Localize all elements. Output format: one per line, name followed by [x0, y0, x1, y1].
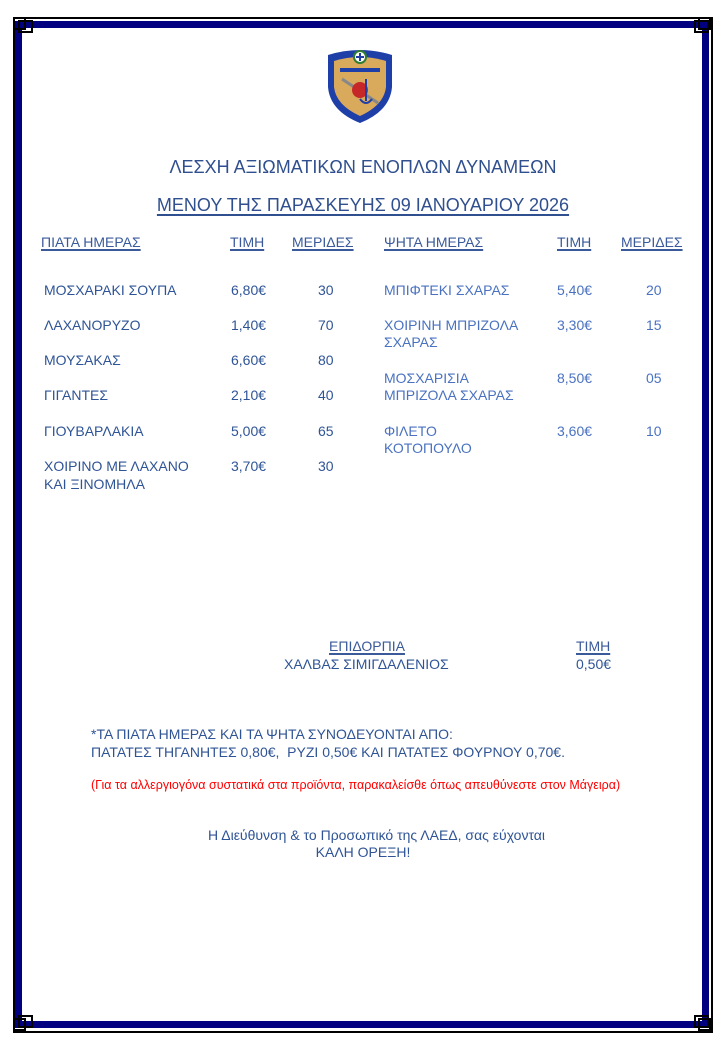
right-col-header-price: ΤΙΜΗ — [557, 234, 592, 250]
dish-portions: 30 — [318, 458, 334, 474]
sides-note-line2: ΠΑΤΑΤΕΣ ΤΗΓΑΝΗΤΕΣ 0,80€, ΡΥΖΙ 0,50€ ΚΑΙ ΠΑΤΑΤΕΣ ΦΟΥΡΝΟΥ 0,70€. — [91, 744, 565, 760]
grill-name: ΦΙΛΕΤΟ — [384, 423, 437, 439]
grill-portions: 10 — [646, 423, 662, 439]
right-col-header-portions: ΜΕΡΙΔΕΣ — [621, 234, 683, 250]
border-corner-br-inner — [694, 1015, 709, 1028]
dish-price: 6,80€ — [231, 282, 267, 298]
dish-name: ΓΙΓΑΝΤΕΣ — [44, 387, 109, 403]
grill-price: 5,40€ — [557, 282, 593, 298]
dish-name: ΛΑΧΑΝΟΡΥΖΟ — [44, 317, 141, 333]
left-col-header-portions: ΜΕΡΙΔΕΣ — [292, 234, 354, 250]
border-corner-tr-inner — [694, 20, 709, 33]
dish-portions: 80 — [318, 352, 334, 368]
dish-portions: 70 — [318, 317, 334, 333]
dessert-name: ΧΑΛΒΑΣ ΣΙΜΙΓΔΑΛΕΝΙΟΣ — [284, 656, 449, 672]
dish-price: 3,70€ — [231, 458, 267, 474]
dish-price: 1,40€ — [231, 317, 267, 333]
grill-portions: 15 — [646, 317, 662, 333]
grill-portions: 20 — [646, 282, 662, 298]
closing-line2: ΚΑΛΗ ΟΡΕΞΗ! — [315, 844, 411, 860]
dish-price: 5,00€ — [231, 423, 267, 439]
dish-portions: 40 — [318, 387, 334, 403]
grill-name: ΜΟΣΧΑΡΙΣΙΑ — [384, 370, 469, 386]
dish-portions: 65 — [318, 423, 334, 439]
dish-price: 6,60€ — [231, 352, 267, 368]
dessert-header: ΕΠΙΔΟΡΠΙΑ — [329, 638, 405, 654]
grill-portions: 05 — [646, 370, 662, 386]
border-corner-bl-inner — [18, 1015, 33, 1028]
dessert-price-header: ΤΙΜΗ — [576, 638, 611, 654]
dish-name: ΜΟΥΣΑΚΑΣ — [44, 352, 121, 368]
closing-line1: Η Διεύθυνση & το Προσωπικό της ΛΑΕΔ, σας εύχονται — [208, 827, 545, 843]
grill-name: ΜΠΙΦΤΕΚΙ ΣΧΑΡΑΣ — [384, 282, 510, 298]
grill-price: 3,30€ — [557, 317, 593, 333]
dish-price: 2,10€ — [231, 387, 267, 403]
dish-name: ΧΟΙΡΙΝΟ ΜΕ ΛΑΧΑΝΟ — [44, 458, 189, 474]
grill-name-line2: ΜΠΡΙΖΟΛΑ ΣΧΑΡΑΣ — [384, 387, 514, 403]
grill-name-line2: ΣΧΑΡΑΣ — [384, 334, 438, 350]
left-col-header-price: ΤΙΜΗ — [230, 234, 265, 250]
allergy-notice: (Για τα αλλεργιογόνα συστατικά στα προϊόντα, παρακαλείσθε όπως απευθύνεστε στον Μάγειρα) — [91, 778, 621, 792]
dessert-price: 0,50€ — [576, 656, 612, 672]
grill-name: ΧΟΙΡΙΝΗ ΜΠΡΙΖΟΛΑ — [384, 317, 519, 333]
grill-name-line2: ΚΟΤΟΠΟΥΛΟ — [384, 440, 472, 456]
dish-name: ΜΟΣΧΑΡΑΚΙ ΣΟΥΠΑ — [44, 282, 177, 298]
menu-date-title: ΜΕΝΟΥ ΤΗΣ ΠΑΡΑΣΚΕΥΗΣ 09 ΙΑΝΟΥΑΡΙΟΥ 2026 — [156, 195, 570, 215]
grill-price: 3,60€ — [557, 423, 593, 439]
grill-price: 8,50€ — [557, 370, 593, 386]
club-title: ΛΕΣΧΗ ΑΞΙΩΜΑΤΙΚΩΝ ΕΝΟΠΛΩΝ ΔΥΝΑΜΕΩΝ — [169, 157, 557, 177]
crest-emblem-icon — [324, 45, 396, 125]
sides-note-line1: *ΤΑ ΠΙΑΤΑ ΗΜΕΡΑΣ ΚΑΙ ΤΑ ΨΗΤΑ ΣΥΝΟΔΕΥΟΝΤΑΙ ΑΠΟ: — [91, 726, 453, 742]
border-corner-tl-inner — [18, 20, 33, 33]
right-col-header-grills: ΨΗΤΑ ΗΜΕΡΑΣ — [384, 234, 484, 250]
dish-portions: 30 — [318, 282, 334, 298]
left-col-header-dishes: ΠΙΑΤΑ ΗΜΕΡΑΣ — [41, 234, 141, 250]
dish-name-line2: ΚΑΙ ΞΙΝΟΜΗΛΑ — [44, 476, 145, 492]
dish-name: ΓΙΟΥΒΑΡΛΑΚΙΑ — [44, 423, 144, 439]
